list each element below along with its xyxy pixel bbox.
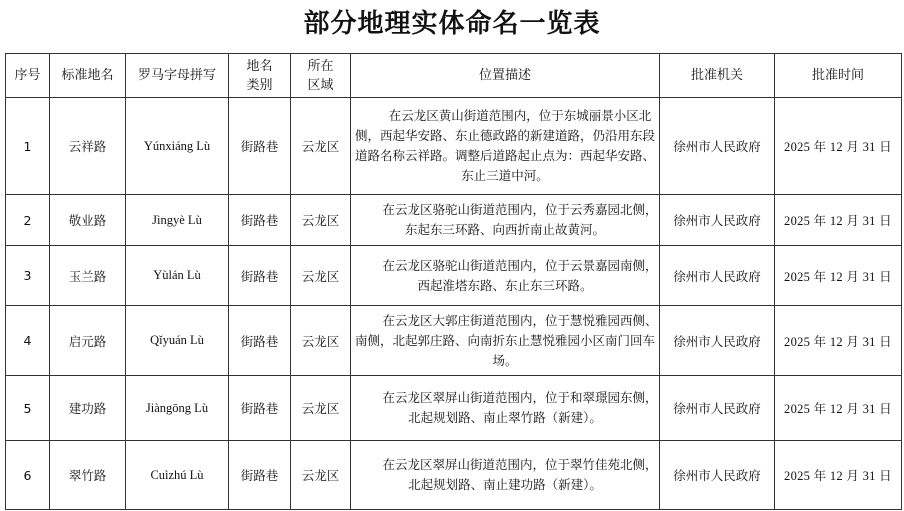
- cell-district: 云龙区: [291, 441, 351, 510]
- cell-name: 翠竹路: [50, 441, 126, 510]
- cell-index: 5: [6, 376, 50, 441]
- table-row: [6, 441, 902, 510]
- description-text: 在云龙区骆驼山街道范围内，位于云景嘉园南侧，西起淮塔东路、东止东三环路。: [382, 257, 658, 293]
- cell-description: [351, 195, 660, 246]
- table-row: [6, 306, 902, 376]
- cell-date: 2025 年 12 月 31 日: [775, 246, 902, 306]
- cell-pinyin: Qǐyuán Lù: [126, 306, 229, 376]
- cell-category: 街路巷: [229, 195, 291, 246]
- cell-name: 启元路: [50, 306, 126, 376]
- cell-category: 街路巷: [229, 376, 291, 441]
- cell-index: 1: [6, 98, 50, 195]
- cell-index: 4: [6, 306, 50, 376]
- cell-pinyin: Yùlán Lù: [126, 246, 229, 306]
- cell-index: 6: [6, 441, 50, 510]
- cell-date: 2025 年 12 月 31 日: [775, 306, 902, 376]
- header-category: 地名 类别: [229, 54, 291, 98]
- description-text: 在云龙区大郭庄街道范围内，位于慧悦雅园西侧、南侧，北起郭庄路、向南折东止慧悦雅园小区南门回车场。: [354, 312, 658, 368]
- description-text: 在云龙区黄山街道范围内，位于东城丽景小区北侧，西起华安路、东止德政路的新建道路，仍沿用东段道路名称云祥路。调整后道路起止点为：西起华安路、东止三道中河。: [354, 108, 655, 183]
- place-names-table: [5, 53, 902, 510]
- cell-authority: 徐州市人民政府: [660, 306, 775, 376]
- description-text: 在云龙区翠屏山街道范围内，位于翠竹佳苑北侧，北起规划路、南止建功路（新建）。: [382, 457, 658, 492]
- cell-date: 2025 年 12 月 31 日: [775, 376, 902, 441]
- cell-date: 2025 年 12 月 31 日: [775, 441, 902, 510]
- cell-date: 2025 年 12 月 31 日: [775, 98, 902, 195]
- header-date: 批准时间: [775, 54, 902, 98]
- cell-category: 街路巷: [229, 306, 291, 376]
- cell-description: [351, 246, 660, 306]
- cell-category: 街路巷: [229, 441, 291, 510]
- description-text: 在云龙区翠屏山街道范围内，位于和翠璟园东侧，北起规划路、南止翠竹路（新建）。: [382, 390, 658, 425]
- table-row: [6, 195, 902, 246]
- cell-authority: 徐州市人民政府: [660, 246, 775, 306]
- cell-name: 云祥路: [50, 98, 126, 195]
- cell-name: 敬业路: [50, 195, 126, 246]
- cell-pinyin: Jiàngōng Lù: [126, 376, 229, 441]
- header-description: 位置描述: [351, 54, 660, 98]
- cell-pinyin: Jìngyè Lù: [126, 195, 229, 246]
- cell-authority: 徐州市人民政府: [660, 195, 775, 246]
- header-authority: 批准机关: [660, 54, 775, 98]
- header-district: 所在 区域: [291, 54, 351, 98]
- cell-authority: 徐州市人民政府: [660, 376, 775, 441]
- cell-category: 街路巷: [229, 98, 291, 195]
- cell-name: 玉兰路: [50, 246, 126, 306]
- cell-authority: 徐州市人民政府: [660, 98, 775, 195]
- table-row: [6, 98, 902, 195]
- cell-description: [351, 441, 660, 510]
- cell-district: 云龙区: [291, 195, 351, 246]
- description-text: 在云龙区骆驼山街道范围内，位于云秀嘉园北侧，东起东三环路、向西折南止故黄河。: [382, 202, 658, 237]
- cell-district: 云龙区: [291, 246, 351, 306]
- cell-description: [351, 376, 660, 441]
- cell-district: 云龙区: [291, 306, 351, 376]
- cell-date: 2025 年 12 月 31 日: [775, 195, 902, 246]
- cell-district: 云龙区: [291, 376, 351, 441]
- cell-district: 云龙区: [291, 98, 351, 195]
- cell-authority: 徐州市人民政府: [660, 441, 775, 510]
- page-title: 部分地理实体命名一览表: [303, 9, 601, 39]
- cell-pinyin: Cuìzhú Lù: [126, 441, 229, 510]
- table-row: [6, 376, 902, 441]
- cell-index: 2: [6, 195, 50, 246]
- cell-name: 建功路: [50, 376, 126, 441]
- cell-description: [351, 98, 660, 195]
- cell-pinyin: Yúnxiáng Lù: [126, 98, 229, 195]
- header-index: 序号: [6, 54, 50, 98]
- cell-category: 街路巷: [229, 246, 291, 306]
- cell-description: [351, 306, 660, 376]
- table-row: [6, 246, 902, 306]
- cell-index: 3: [6, 246, 50, 306]
- header-standard-name: 标准地名: [50, 54, 126, 98]
- table-header-row: [6, 54, 902, 98]
- header-pinyin: 罗马字母拼写: [126, 54, 229, 98]
